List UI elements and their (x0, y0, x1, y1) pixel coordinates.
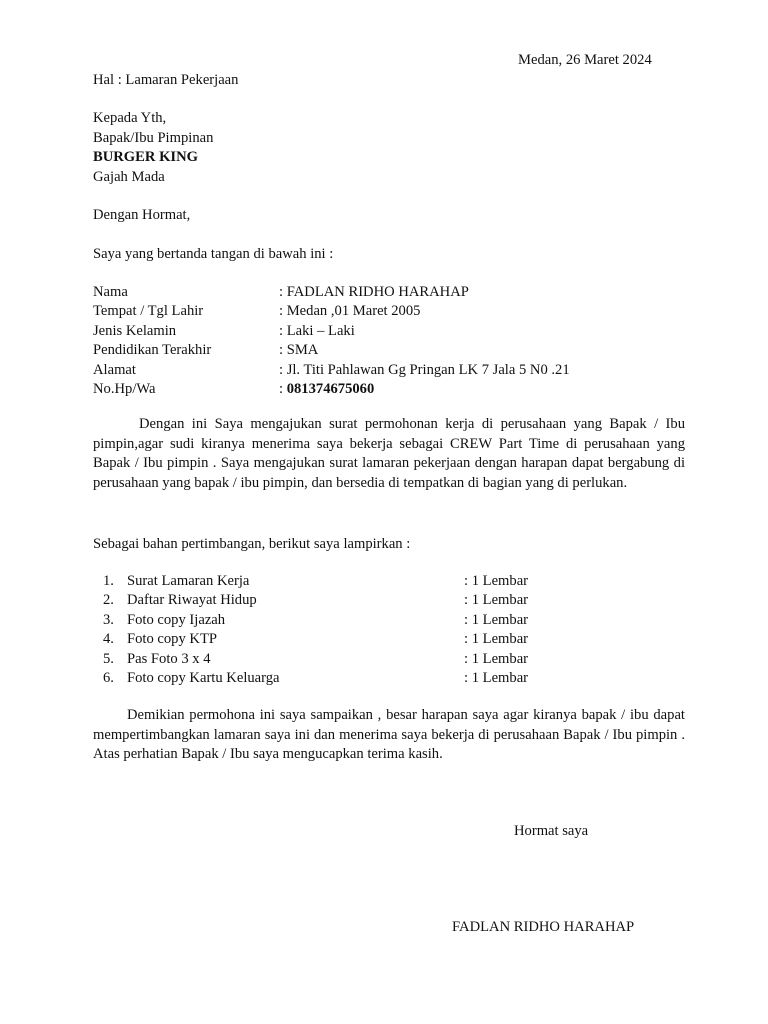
field-value: : Medan ,01 Maret 2005 (279, 303, 421, 320)
phone-prefix: : (279, 380, 287, 397)
recipient-block (93, 109, 213, 187)
field-label: Nama (93, 284, 128, 300)
field-value (279, 380, 374, 399)
field-row-address (93, 361, 570, 380)
attachment-qty: : 1 Lembar (464, 650, 529, 667)
attachment-qty: : 1 Lembar (464, 592, 529, 609)
list-item (103, 611, 528, 630)
field-label: Jenis Kelamin (93, 322, 177, 339)
recipient-location: Gajah Mada (93, 168, 165, 185)
attachment-qty: : 1 Lembar (464, 631, 529, 648)
attachment-name: Foto copy Ijazah (127, 611, 226, 628)
closing-salutation: Hormat saya (514, 823, 589, 839)
field-value: : SMA (279, 342, 319, 359)
recipient-salutation: Kepada Yth, (93, 110, 167, 126)
field-label: Alamat (93, 361, 136, 378)
field-row-education (93, 341, 570, 360)
place-date: Medan, 26 Maret 2024 (518, 52, 652, 68)
list-item (103, 591, 528, 610)
attachment-qty: : 1 Lembar (464, 669, 529, 686)
field-value: : FADLAN RIDHO HARAHAP (279, 284, 469, 300)
attachment-name: Surat Lamaran Kerja (127, 573, 250, 589)
body-paragraph-1: Dengan ini Saya mengajukan surat permohonan kerja di perusahaan yang Bapak / Ibu pimpin,agar sudi kiranya menerima saya bekerja sebagai CREW Part Time di perusahaan yang Bapak / Ibu pimpin . Saya mengajukan surat lamaran pekerjaan dengan harapan dapat bergabung di perusahaan yang bapak / ibu pimpin, dan bersedia di tempatkan di bagian yang di perlukan. (93, 416, 685, 491)
field-row-phone (93, 380, 570, 399)
field-label: Tempat / Tgl Lahir (93, 303, 204, 320)
list-item (103, 650, 528, 669)
field-row-gender (93, 322, 570, 341)
list-number: 2. (103, 592, 114, 609)
list-item (103, 669, 528, 688)
recipient-company: BURGER KING (93, 149, 199, 165)
signer-name: FADLAN RIDHO HARAHAP (452, 919, 635, 935)
phone-number: 081374675060 (286, 380, 375, 397)
list-item (103, 572, 528, 591)
list-number: 1. (103, 573, 114, 589)
list-number: 4. (103, 631, 114, 648)
greeting: Dengan Hormat, (93, 207, 191, 223)
list-number: 6. (103, 669, 114, 686)
attachment-name: Pas Foto 3 x 4 (127, 650, 211, 667)
subject-line: Hal : Lamaran Pekerjaan (93, 72, 239, 88)
recipient-title: Bapak/Ibu Pimpinan (93, 129, 214, 146)
field-label: Pendidikan Terakhir (93, 342, 212, 359)
attachments-intro: Sebagai bahan pertimbangan, berikut saya lampirkan : (93, 536, 411, 552)
field-value: : Jl. Titi Pahlawan Gg Pringan LK 7 Jala 5 N0 .21 (279, 361, 570, 378)
list-number: 5. (103, 650, 114, 667)
list-item (103, 630, 528, 649)
intro-line: Saya yang bertanda tangan di bawah ini : (93, 246, 334, 262)
attachments-list (103, 572, 528, 688)
field-value: : Laki – Laki (279, 322, 355, 339)
attachment-qty: : 1 Lembar (464, 611, 529, 628)
attachment-name: Foto copy KTP (127, 631, 217, 648)
field-label: No.Hp/Wa (93, 380, 156, 397)
attachment-name: Daftar Riwayat Hidup (127, 592, 257, 609)
list-number: 3. (103, 611, 114, 628)
attachment-name: Foto copy Kartu Keluarga (127, 669, 280, 686)
attachment-qty: : 1 Lembar (464, 573, 529, 589)
body-paragraph-2: Demikian permohona ini saya sampaikan , besar harapan saya agar kiranya bapak / ibu dapat mempertimbangkan lamaran saya ini dan menerima saya bekerja di perusahaan Bapak / Ibu pimpin . Atas perhatian Bapak / Ibu saya mengucapkan terima kasih. (93, 707, 685, 762)
applicant-details (93, 283, 570, 399)
field-row-birth (93, 302, 570, 321)
field-row-name (93, 283, 570, 302)
